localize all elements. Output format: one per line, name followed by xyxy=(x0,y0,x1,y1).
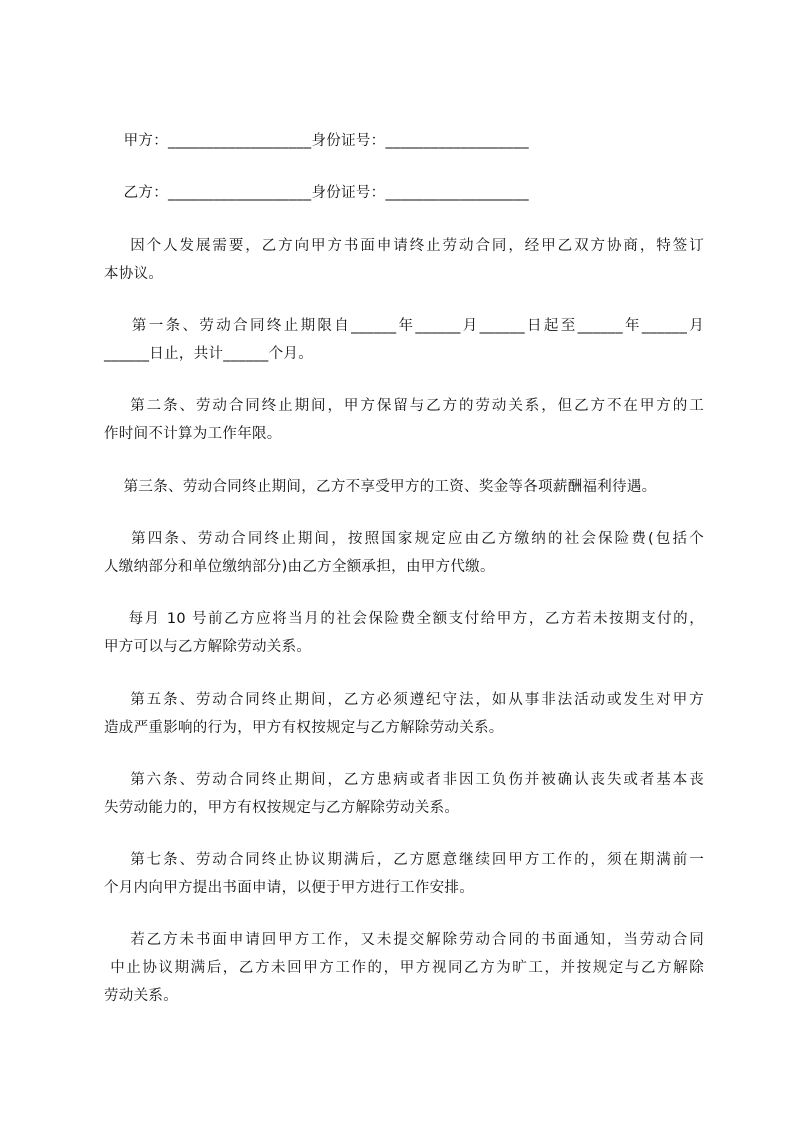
article-7-line-2: 个月内向甲方提出书面申请，以便于甲方进行工作安排。 xyxy=(104,880,474,896)
article-7-line-1: 第七条、劳动合同终止协议期满后，乙方愿意继续回甲方工作的，须在期满前一 xyxy=(104,852,704,868)
article-5-line-2: 造成严重影响的行为，甲方有权按规定与乙方解除劳动关系。 xyxy=(104,720,504,736)
party-b-line: 乙方：___________________身份证号：___________________ xyxy=(104,185,529,201)
intro-line-1: 因个人发展需要，乙方向甲方书面申请终止劳动合同，经甲乙双方协商，特签订 xyxy=(104,238,704,254)
article-4b-line-2: 甲方可以与乙方解除劳动关系。 xyxy=(104,639,312,655)
article-3-line-1: 第三条、劳动合同终止期间，乙方不享受甲方的工资、奖金等各项薪酬福利待遇。 xyxy=(104,479,657,495)
article-1-line-2: ______日止，共计______个月。 xyxy=(104,346,313,362)
party-a-line: 甲方：___________________身份证号：___________________ xyxy=(104,133,529,149)
article-5-line-1: 第五条、劳动合同终止期间，乙方必须遵纪守法，如从事非法活动或发生对甲方 xyxy=(104,692,704,708)
article-7b-line-2: 中止协议期满后，乙方未回甲方工作的，甲方视同乙方为旷工，并按规定与乙方解除 xyxy=(104,960,704,976)
article-1-line-1: 第一条、劳动合同终止期限自______年______月______日起至______年______月 xyxy=(104,318,704,334)
article-6-line-2: 失劳动能力的，甲方有权按规定与乙方解除劳动关系。 xyxy=(104,800,460,816)
article-6-line-1: 第六条、劳动合同终止期间，乙方患病或者非因工负伤并被确认丧失或者基本丧 xyxy=(104,772,704,788)
article-7b-line-1: 若乙方未书面申请回甲方工作，又未提交解除劳动合同的书面通知，当劳动合同 xyxy=(104,932,704,948)
intro-line-2: 本协议。 xyxy=(104,266,164,282)
article-4-line-2: 人缴纳部分和单位缴纳部分)由乙方全额承担，由甲方代缴。 xyxy=(104,559,495,575)
article-4-line-1: 第四条、劳动合同终止期间，按照国家规定应由乙方缴纳的社会保险费(包括个 xyxy=(104,531,704,547)
article-4b-line-1: 每月 10 号前乙方应将当月的社会保险费全额支付给甲方，乙方若未按期支付的， xyxy=(104,611,704,627)
article-2-line-2: 作时间不计算为工作年限。 xyxy=(104,426,282,442)
article-2-line-1: 第二条、劳动合同终止期间，甲方保留与乙方的劳动关系，但乙方不在甲方的工 xyxy=(104,398,704,414)
article-7b-line-3: 劳动关系。 xyxy=(104,988,178,1004)
